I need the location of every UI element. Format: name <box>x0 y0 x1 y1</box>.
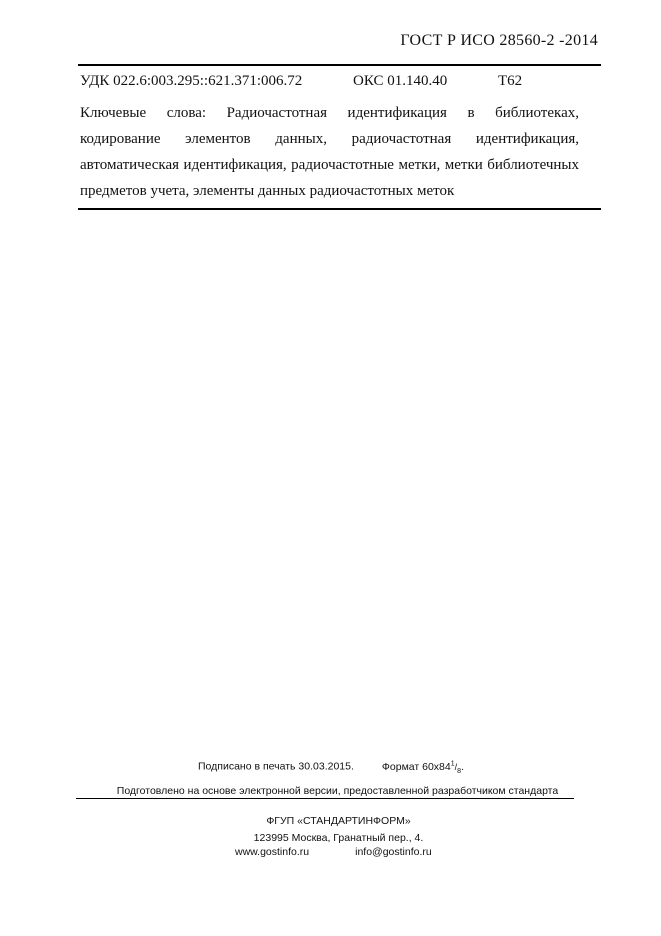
udk-code: УДК 022.6:003.295::621.371:006.72 <box>80 73 303 89</box>
footer-divider <box>76 798 574 799</box>
format-sub: 8 <box>457 767 462 775</box>
website-link[interactable]: www.gostinfo.ru <box>235 846 310 858</box>
top-divider <box>78 64 601 66</box>
signed-date: Подписано в печать 30.03.2015. <box>198 760 354 773</box>
document-code: ГОСТ Р ИСО 28560-2 -2014 <box>400 32 598 49</box>
prepared-note: Подготовлено на основе электронной версии, предоставленной разработчиком стандарта <box>116 785 559 797</box>
format-prefix: Формат 60х84 <box>381 760 451 773</box>
contact-line <box>235 846 432 858</box>
publisher-name: ФГУП «СТАНДАРТИНФОРМ» <box>266 815 411 827</box>
format-sup: 1 <box>450 760 455 767</box>
publisher-address: 123995 Москва, Гранатный пер., 4. <box>253 832 424 844</box>
classification-row <box>80 73 600 93</box>
t-code: Т62 <box>498 73 523 89</box>
keywords-divider <box>78 208 601 210</box>
keywords-paragraph: Ключевые слова: Радиочастотная идентификация в библиотеках, кодирование элементов данных, радиочастотная идентификация, автоматическая идентификация, радиочастотные метки, метки библиотечных предметов учета, элементы данных радиочастотных меток <box>80 105 579 199</box>
oks-code: ОКС 01.140.40 <box>353 73 448 89</box>
format-info: Формат $60х84^1/_8$. <box>381 760 464 775</box>
print-info-line <box>198 760 464 775</box>
email-link[interactable]: info@gostinfo.ru <box>355 846 432 858</box>
format-suffix: . <box>461 760 464 773</box>
